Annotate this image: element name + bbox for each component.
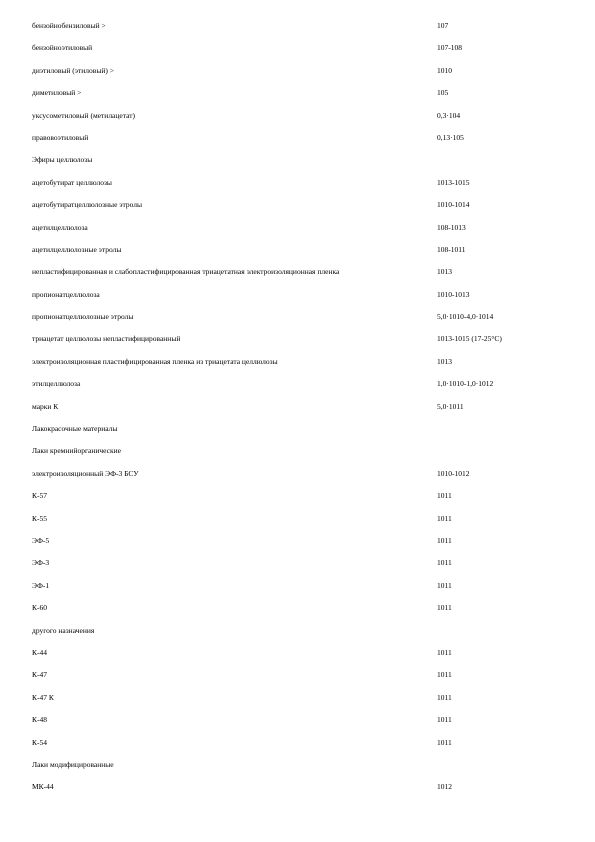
table-row bbox=[32, 351, 572, 373]
material-name: ацетобутират целлюлозы bbox=[32, 177, 112, 187]
resistivity-value: 1012 bbox=[437, 782, 452, 792]
resistivity-value: 5,0·1011 bbox=[437, 401, 464, 411]
table-row bbox=[32, 664, 572, 686]
material-name: ацетилцеллюлозные этролы bbox=[32, 244, 122, 254]
material-name: К-60 bbox=[32, 603, 47, 613]
material-name: диметиловый > bbox=[32, 88, 82, 98]
resistivity-value: 1011 bbox=[437, 513, 452, 523]
material-name: правовоэтиловый bbox=[32, 132, 89, 142]
resistivity-value: 1011 bbox=[437, 491, 452, 501]
resistivity-value: 108-1011 bbox=[437, 244, 466, 254]
table-row bbox=[32, 575, 572, 597]
material-name: бензойноэтиловый bbox=[32, 43, 93, 53]
table-row bbox=[32, 37, 572, 59]
material-name: К-54 bbox=[32, 737, 47, 747]
table-row bbox=[32, 440, 572, 462]
resistivity-value: 1013 bbox=[437, 267, 452, 277]
table-row bbox=[32, 217, 572, 239]
table-row bbox=[32, 172, 572, 194]
resistivity-value: 1010-1012 bbox=[437, 468, 470, 478]
resistivity-value: 1011 bbox=[437, 535, 452, 545]
table-row bbox=[32, 82, 572, 104]
table-row bbox=[32, 552, 572, 574]
material-name: К-55 bbox=[32, 513, 47, 523]
material-name: ЭФ-3 bbox=[32, 558, 50, 568]
resistivity-value: 1011 bbox=[437, 558, 452, 568]
material-name: этилцеллюлоза bbox=[32, 379, 81, 389]
material-name: марки К bbox=[32, 401, 59, 411]
material-name: другого назначения bbox=[32, 625, 95, 635]
resistivity-value: 107-108 bbox=[437, 43, 462, 53]
table-row bbox=[32, 194, 572, 216]
table-row bbox=[32, 127, 572, 149]
material-name: К-57 bbox=[32, 491, 47, 501]
table-row bbox=[32, 60, 572, 82]
material-name: ЭФ-1 bbox=[32, 580, 50, 590]
resistivity-value: 1011 bbox=[437, 737, 452, 747]
table-row bbox=[32, 485, 572, 507]
resistivity-value: 1013 bbox=[437, 356, 452, 366]
material-name: ЭФ-5 bbox=[32, 535, 50, 545]
table-row bbox=[32, 776, 572, 798]
table-row bbox=[32, 373, 572, 395]
material-name: К-48 bbox=[32, 715, 47, 725]
material-name: Лаки кремнийорганические bbox=[32, 446, 121, 456]
material-name: Эфиры целлюлозы bbox=[32, 155, 93, 165]
resistivity-value: 1013-1015 bbox=[437, 177, 470, 187]
resistivity-value: 1011 bbox=[437, 603, 452, 613]
resistivity-value: 0,13·105 bbox=[437, 132, 464, 142]
table-row bbox=[32, 418, 572, 440]
table-row bbox=[32, 15, 572, 37]
resistivity-value: 1010-1013 bbox=[437, 289, 470, 299]
material-name: ацетобутиратцеллюлозные этролы bbox=[32, 200, 143, 210]
material-name: бензойнобензиловый > bbox=[32, 21, 106, 30]
material-name: МК-44 bbox=[32, 782, 54, 792]
table-row bbox=[32, 508, 572, 530]
table-row bbox=[32, 709, 572, 731]
material-name: непластифицированная и слабопластифицированная триацетатная электроизоляционная пленка bbox=[32, 267, 340, 277]
table-row bbox=[32, 463, 572, 485]
material-name: диэтиловый (этиловый) > bbox=[32, 65, 114, 75]
table-row bbox=[32, 328, 572, 350]
material-name: электроизоляционный ЭФ-3 БСУ bbox=[32, 468, 139, 478]
table-row bbox=[32, 149, 572, 171]
material-name: пропионатцеллюлоза bbox=[32, 289, 100, 299]
table-row bbox=[32, 687, 572, 709]
table-row bbox=[32, 732, 572, 754]
material-name: уксусометиловый (метилацетат) bbox=[32, 110, 136, 120]
material-name: Лакокрасочные материалы bbox=[32, 424, 118, 434]
resistivity-value: 105 bbox=[437, 88, 449, 98]
resistivity-value: 107 bbox=[437, 21, 449, 30]
resistivity-value: 1011 bbox=[437, 647, 452, 657]
resistivity-value: 5,0·1010-4,0·1014 bbox=[437, 312, 494, 322]
table-row bbox=[32, 754, 572, 776]
material-name: электроизоляционная пластифицированная пленка из триацетата целлюлозы bbox=[32, 356, 278, 366]
material-name: К-44 bbox=[32, 647, 47, 657]
material-name: К-47 bbox=[32, 670, 47, 680]
table-row bbox=[32, 530, 572, 552]
resistivity-value: 108-1013 bbox=[437, 222, 466, 232]
resistivity-value: 1011 bbox=[437, 580, 452, 590]
resistivity-value: 1011 bbox=[437, 715, 452, 725]
resistivity-value: 1,0·1010-1,0·1012 bbox=[437, 379, 494, 389]
table-row bbox=[32, 306, 572, 328]
material-name: Лаки модифицированные bbox=[32, 759, 114, 769]
table-row bbox=[32, 261, 572, 283]
table-row bbox=[32, 284, 572, 306]
table-row bbox=[32, 620, 572, 642]
table-row bbox=[32, 642, 572, 664]
table-row bbox=[32, 396, 572, 418]
resistivity-value: 1011 bbox=[437, 670, 452, 680]
resistivity-value: 1010-1014 bbox=[437, 200, 470, 210]
resistivity-value: 1010 bbox=[437, 65, 452, 75]
material-name: триацетат целлюлозы непластифицированный bbox=[32, 334, 181, 344]
table-row bbox=[32, 239, 572, 261]
resistivity-value: 0,3·104 bbox=[437, 110, 461, 120]
resistivity-value: 1013-1015 (17-25°С) bbox=[437, 334, 502, 344]
table-row bbox=[32, 597, 572, 619]
property-table bbox=[32, 15, 572, 799]
material-name: пропионатцеллюлозные этролы bbox=[32, 312, 134, 322]
table-row bbox=[32, 105, 572, 127]
resistivity-value: 1011 bbox=[437, 692, 452, 702]
material-name: К-47 К bbox=[32, 692, 54, 702]
material-name: ацетилцеллюлоза bbox=[32, 222, 88, 232]
